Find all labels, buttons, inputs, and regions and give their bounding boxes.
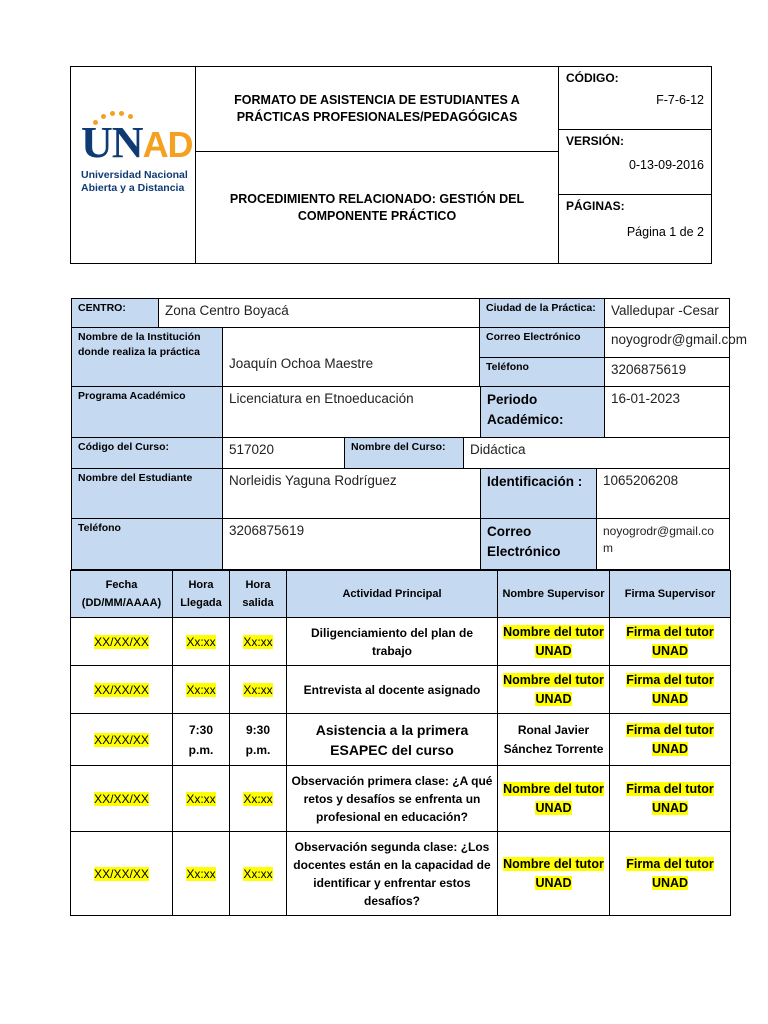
telefono-inst-value: 3206875619 — [604, 357, 730, 387]
institucion-label: Nombre de la Institución donde realiza la práctica — [71, 327, 223, 387]
programa-label: Programa Académico — [71, 386, 223, 438]
table-row — [71, 832, 731, 916]
supervisor-cell: Nombre del tutor UNAD — [503, 856, 604, 890]
salida-cell: Xx:xx — [243, 866, 273, 881]
supervisor-cell: Nombre del tutor UNAD — [503, 672, 604, 706]
paginas-value: Página 1 de 2 — [626, 225, 704, 239]
llegada-cell: Xx:xx — [186, 791, 216, 806]
procedure-title: PROCEDIMIENTO RELACIONADO: GESTIÓN DEL COMPONENTE PRÁCTICO — [196, 152, 559, 264]
document-header — [70, 66, 712, 264]
nombre-curso-value: Didáctica — [463, 437, 730, 469]
codigo-value: F-7-6-12 — [656, 93, 704, 107]
telefono-inst-label: Teléfono — [479, 357, 605, 387]
telefono-est-label: Teléfono — [71, 518, 223, 570]
logo-wordmark: UNAD — [81, 118, 193, 167]
llegada-cell: Xx:xx — [186, 866, 216, 881]
version-value: 0-13-09-2016 — [628, 158, 704, 172]
table-row — [71, 766, 731, 832]
col-actividad: Actividad Principal — [287, 571, 498, 618]
supervisor-cell: Nombre del tutor UNAD — [503, 624, 604, 658]
centro-label: CENTRO: — [71, 298, 159, 328]
llegada-cell: Xx:xx — [186, 634, 216, 649]
col-hora-salida: Hora salida — [230, 571, 287, 618]
firma-cell: Firma del tutor UNAD — [626, 672, 714, 706]
version-label: VERSIÓN: — [566, 134, 625, 148]
unad-logo — [81, 107, 191, 227]
supervisor-cell: Nombre del tutor UNAD — [503, 781, 604, 815]
table-row — [71, 666, 731, 714]
codigo-curso-value: 517020 — [222, 437, 345, 469]
centro-value: Zona Centro Boyacá — [158, 298, 480, 328]
identificacion-label: Identificación : — [480, 468, 597, 519]
actividad-cell: Diligenciamiento del plan de trabajo — [287, 618, 498, 666]
salida-cell: Xx:xx — [243, 682, 273, 697]
supervisor-cell: Ronal Javier Sánchez Torrente — [498, 714, 610, 766]
document-title: FORMATO DE ASISTENCIA DE ESTUDIANTES A PRÁCTICAS PROFESIONALES/PEDAGÓGICAS — [196, 67, 559, 152]
fecha-cell: XX/XX/XX — [94, 682, 149, 697]
fecha-cell: XX/XX/XX — [94, 866, 149, 881]
student-info-grid — [71, 298, 748, 570]
ciudad-label: Ciudad de la Práctica: — [479, 298, 605, 328]
llegada-cell: 7:30 p.m. — [173, 714, 230, 766]
periodo-value: 16-01-2023 — [604, 386, 730, 438]
fecha-cell: XX/XX/XX — [94, 791, 149, 806]
correo-inst-label: Correo Electrónico — [479, 327, 605, 358]
telefono-est-value: 3206875619 — [222, 518, 481, 570]
col-supervisor: Nombre Supervisor — [498, 571, 610, 618]
firma-cell: Firma del tutor UNAD — [626, 856, 714, 890]
firma-cell: Firma del tutor UNAD — [626, 624, 714, 658]
firma-cell: Firma del tutor UNAD — [626, 722, 714, 756]
correo-est-label: Correo Electrónico — [480, 518, 597, 570]
col-firma: Firma Supervisor — [610, 571, 731, 618]
logo-cell — [71, 67, 196, 264]
actividad-cell: Observación segunda clase: ¿Los docentes están en la capacidad de identificar y enfrentar estos desafíos? — [287, 832, 498, 916]
correo-est-value: noyogrodr@gmail.com — [596, 518, 730, 570]
fecha-cell: XX/XX/XX — [94, 634, 149, 649]
salida-cell: Xx:xx — [243, 634, 273, 649]
logo-line-1: Universidad Nacional — [81, 169, 188, 181]
llegada-cell: Xx:xx — [186, 682, 216, 697]
firma-cell: Firma del tutor UNAD — [626, 781, 714, 815]
col-hora-llegada: Hora Llegada — [173, 571, 230, 618]
identificacion-value: 1065206208 — [596, 468, 730, 519]
actividad-cell: Observación primera clase: ¿A qué retos y desafíos se enfrenta un profesional en educación? — [287, 766, 498, 832]
actividad-cell: Asistencia a la primera ESAPEC del curso — [287, 714, 498, 766]
table-row — [71, 714, 731, 766]
estudiante-label: Nombre del Estudiante — [71, 468, 223, 519]
estudiante-value: Norleidis Yaguna Rodríguez — [222, 468, 481, 519]
table-row — [71, 618, 731, 666]
institucion-value: Joaquín Ochoa Maestre — [222, 327, 480, 387]
fecha-cell: XX/XX/XX — [94, 732, 149, 747]
actividad-cell: Entrevista al docente asignado — [287, 666, 498, 714]
paginas-cell — [559, 195, 712, 264]
codigo-curso-label: Código del Curso: — [71, 437, 223, 469]
codigo-cell — [559, 67, 712, 130]
nombre-curso-label: Nombre del Curso: — [344, 437, 464, 469]
correo-inst-value: noyogrodr@gmail.com — [604, 327, 730, 358]
col-fecha: Fecha (DD/MM/AAAA) — [71, 571, 173, 618]
attendance-header-row — [71, 571, 731, 618]
programa-value: Licenciatura en Etnoeducación — [222, 386, 481, 438]
version-cell — [559, 130, 712, 195]
salida-cell: 9:30 p.m. — [230, 714, 287, 766]
codigo-label: CÓDIGO: — [566, 71, 619, 85]
logo-line-2: Abierta y a Distancia — [81, 182, 185, 194]
paginas-label: PÁGINAS: — [566, 199, 625, 213]
periodo-label: Periodo Académico: — [480, 386, 605, 438]
attendance-table — [70, 570, 731, 916]
ciudad-value: Valledupar -Cesar — [604, 298, 730, 328]
salida-cell: Xx:xx — [243, 791, 273, 806]
